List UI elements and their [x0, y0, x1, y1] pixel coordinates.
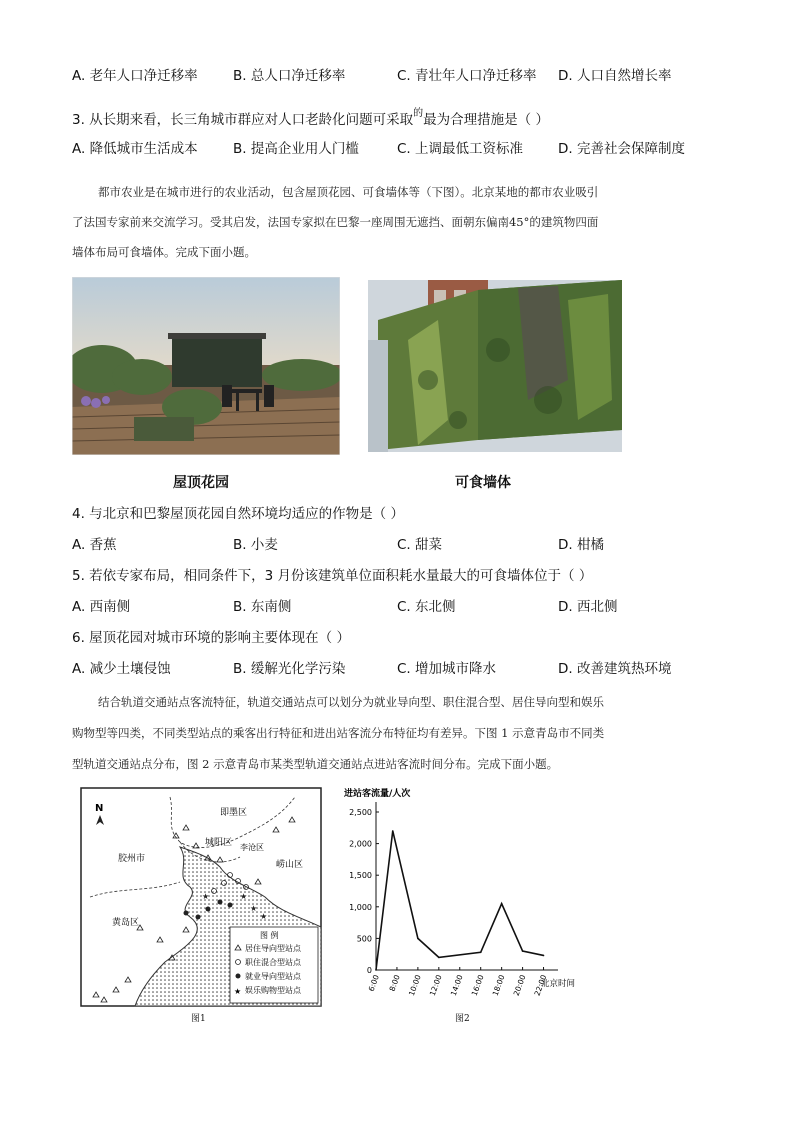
q4-option-c: C. 甜菜 — [397, 537, 443, 553]
region-huangdao: 黄岛区 — [112, 918, 140, 928]
legend-employment: 就业导向型站点 — [245, 972, 301, 981]
q5-option-b: B. 东南侧 — [233, 599, 292, 615]
data-point-1 — [392, 830, 394, 832]
passenger-flow-chart — [330, 782, 594, 1018]
legend-shopping: 娱乐购物型站点 — [245, 986, 301, 995]
data-point-4 — [480, 952, 482, 954]
data-point-0 — [375, 969, 377, 971]
region-jimo: 即墨区 — [220, 808, 248, 818]
data-point-2 — [417, 938, 419, 940]
y-tick-label-5: 2,500 — [349, 808, 372, 817]
x-tick-label-7: 20:00 — [511, 973, 528, 998]
passage1-line2: 了法国专家前来交流学习。受其启发，法国专家拟在巴黎一座周围无遮挡、面朝东偏南45°的建筑物四面 — [72, 215, 599, 229]
q5-stem: 5. 若依专家布局，相同条件下，3 月份该建筑单位面积耗水量最大的可食墙体位于（ ） — [72, 568, 593, 584]
svg-text:★: ★ — [240, 892, 248, 901]
data-point-6 — [522, 950, 524, 952]
passage1-line3: 墙体布局可食墙体。完成下面小题。 — [72, 245, 256, 259]
q4-option-d: D. 柑橘 — [558, 537, 604, 553]
x-tick-label-2: 10:00 — [406, 973, 423, 998]
passage2-line1: 结合轨道交通站点客流特征，轨道交通站点可以划分为就业导向型、职住混合型、居住导向型和娱乐 — [98, 695, 604, 709]
q4-option-b: B. 小麦 — [233, 537, 278, 553]
roof-garden-photo — [72, 277, 340, 455]
region-laoshan: 崂山区 — [276, 860, 304, 870]
y-tick-label-1: 500 — [356, 934, 372, 944]
passage1-line1: 都市农业是在城市进行的农业活动，包含屋顶花园、可食墙体等（下图）。北京某地的都市农业吸引 — [98, 185, 599, 199]
q4-stem: 4. 与北京和巴黎屋顶花园自然环境均适应的作物是（ ） — [72, 506, 404, 522]
figure2-caption: 图2 — [455, 1014, 470, 1024]
q3-option-d: D. 完善社会保障制度 — [558, 141, 685, 157]
q6-option-d: D. 改善建筑热环境 — [558, 661, 672, 677]
x-tick-label-6: 18:00 — [490, 973, 507, 998]
figure1-caption: 图1 — [191, 1014, 206, 1024]
y-tick-label-4: 2,000 — [349, 839, 372, 849]
q6-stem: 6. 屋顶花园对城市环境的影响主要体现在（ ） — [72, 630, 350, 646]
svg-text:★: ★ — [260, 912, 268, 921]
q2-option-b: B. 总人口净迁移率 — [233, 68, 346, 84]
svg-text:★: ★ — [234, 987, 242, 996]
q3-option-a: A. 降低城市生活成本 — [72, 141, 198, 157]
edible-wall-caption: 可食墙体 — [455, 475, 511, 491]
q2-option-a: A. 老年人口净迁移率 — [72, 68, 198, 84]
q2-option-c: C. 青壮年人口净迁移率 — [397, 68, 537, 84]
legend-mixed: 职住混合型站点 — [245, 958, 301, 967]
q5-option-c: C. 东北侧 — [397, 599, 456, 615]
data-point-5 — [501, 903, 503, 905]
q3-option-c: C. 上调最低工资标准 — [397, 141, 524, 157]
q6-option-a: A. 减少土壤侵蚀 — [72, 661, 171, 677]
q4-option-a: A. 香蕉 — [72, 537, 117, 553]
x-axis-label: 北京时间 — [540, 979, 576, 989]
q5-option-a: A. 西南侧 — [72, 599, 131, 615]
q3-option-b: B. 提高企业用人门槛 — [233, 141, 359, 157]
data-point-3 — [438, 957, 440, 959]
y-tick-label-2: 1,000 — [349, 902, 372, 912]
x-tick-label-8: 22:00 — [532, 973, 549, 998]
q3-stem — [72, 104, 549, 130]
station-map — [80, 787, 322, 1007]
region-jiaozhou: 胶州市 — [118, 854, 146, 864]
q3-stem-tail: 最为合理措施是（ ） — [423, 112, 549, 128]
x-tick-label-1: 8:00 — [387, 973, 402, 993]
x-tick-label-0: 6:00 — [366, 973, 381, 993]
q6-option-b: B. 缓解光化学污染 — [233, 661, 346, 677]
q2-option-d: D. 人口自然增长率 — [558, 68, 672, 84]
region-chengyang: 城阳区 — [205, 838, 233, 848]
north-label: N — [95, 803, 104, 814]
y-tick-label-0: 0 — [366, 966, 372, 975]
x-tick-label-5: 16:00 — [469, 973, 486, 998]
passage2-line2: 购物型等四类，不同类型站点的乘客出行特征和进出站客流分布特征均有差异。下图 1 示意青岛市不同类 — [72, 726, 605, 740]
region-licang: 李沧区 — [240, 843, 264, 852]
series-line — [376, 831, 544, 970]
x-tick-label-3: 12:00 — [427, 973, 444, 998]
roof-garden-caption: 屋顶花园 — [173, 475, 229, 491]
q6-option-c: C. 增加城市降水 — [397, 661, 497, 677]
legend-residential: 居住导向型站点 — [245, 944, 301, 953]
q3-stem-text: 3. 从长期来看，长三角城市群应对人口老龄化问题可采取 — [72, 112, 414, 128]
svg-text:★: ★ — [202, 892, 210, 901]
data-point-7 — [543, 955, 545, 957]
legend-title: 图 例 — [260, 931, 279, 940]
svg-text:★: ★ — [250, 904, 258, 913]
y-tick-label-3: 1,500 — [349, 871, 372, 881]
q5-option-d: D. 西北侧 — [558, 599, 618, 615]
edible-wall-photo — [368, 280, 622, 452]
q3-mark: 的 — [413, 108, 424, 119]
chart-title: 进站客流量/人次 — [344, 789, 411, 799]
passage2-line3: 型轨道交通站点分布，图 2 示意青岛市某类型轨道交通站点进站客流时间分布。完成下面小题。 — [72, 757, 559, 771]
x-tick-label-4: 14:00 — [448, 973, 465, 998]
